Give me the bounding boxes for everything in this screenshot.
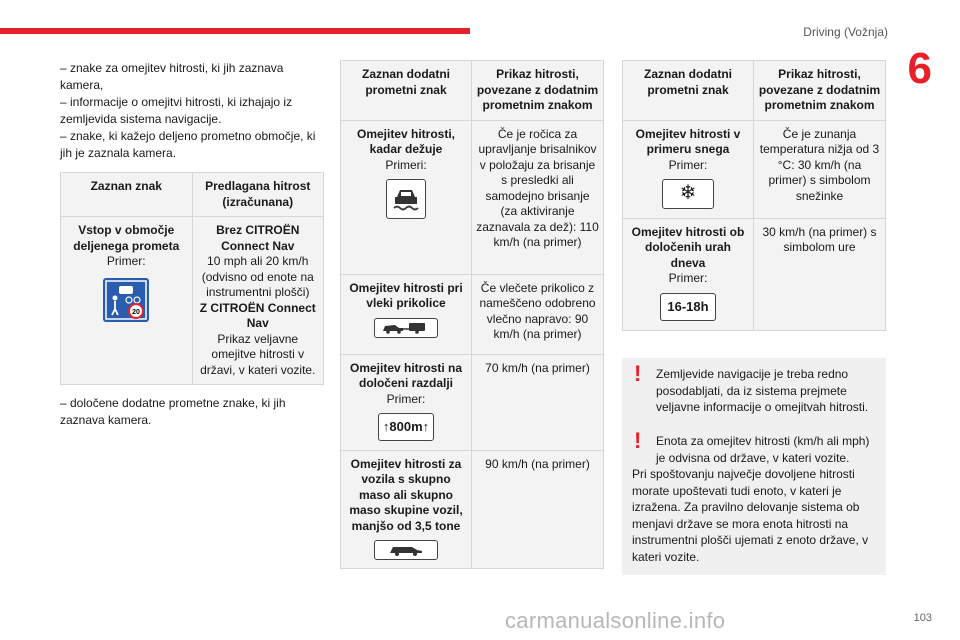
table-row [341,450,603,568]
distance-sign-label: 800m [389,419,423,435]
table-row [341,354,603,450]
table-cell: Če je ročica za upravljanje brisalnikov v položaju za brisanje s presledki ali samodejno brisanje (za aktiviranje zaznavala za dež): 110 km/h (na primer) [476,126,599,249]
sign-name: Omejitev hitrosti v primeru snega [635,126,741,156]
table-cell [623,121,754,218]
warning-note-navigation [622,358,886,426]
table-cell [341,121,472,274]
page-header-title: Driving (Vožnja) [803,25,888,39]
table-header: Predlagana hitrost (izračunana) [192,173,324,216]
condition-text-1: 10 mph ali 20 km/h (odvisno od enote na instrumentni plošči) [201,254,314,299]
table-header: Zaznan dodatni prometni znak [341,61,472,120]
bullet-4: – določene dodatne prometne znake, ki jih zaznava kamera. [60,396,286,427]
example-label: Primer: [386,391,426,406]
condition-text-2: Prikaz veljavne omejitve hitrosti v državi, v kateri vozite. [200,331,316,377]
column-1 [60,60,324,429]
page-number: 103 [913,612,932,624]
example-label: Primer: [668,157,708,172]
table-cell [341,355,472,450]
table-row [623,218,885,330]
table-row [61,216,323,384]
warning-icon: ! [634,361,642,386]
table-row [341,120,603,274]
table-cell [623,219,754,330]
table-cell [61,217,192,384]
rain-car-icon [386,179,426,219]
note-text-rest: Pri spoštovanju največje dovoljene hitrosti morate upoštevati tudi enoto, v kateri je izražena. Za pravilno delovanje sistema ob menjavi države se mora enota hitrosti na instrumentni plošči ujemati z enoto države, v kateri vozite. [632,467,869,564]
snowflake-icon: ❄ [662,179,714,209]
table-header-row [341,61,603,120]
bullet-1: – znake za omejitev hitrosti, ki jih zaznava kamera, [60,61,284,92]
additional-signs-table-2 [622,60,886,331]
table-cell [341,451,472,568]
chapter-number: 6 [907,44,932,93]
car-trailer-icon [374,318,438,338]
table-header-row [61,173,323,216]
sign-name: Omejitev hitrosti za vozila s skupno maso ali skupno maso skupine vozil, manjšo od 3,5 tone [349,456,463,533]
shared-zone-table [60,172,324,385]
watermark: carmanualsonline.info [505,608,726,633]
table-cell: 30 km/h (na primer) s simbolom ure [762,224,877,254]
table-cell [192,217,324,384]
sign-name: Omejitev hitrosti na določeni razdalji [349,360,463,390]
table-header: Zaznan znak [90,179,162,193]
bullet-2: – informacije o omejitvi hitrosti, ki izhajajo iz zemljevida sistema navigacije. [60,95,293,126]
header-accent-bar [0,28,470,34]
distance-sign-icon: ↑ 800m ↑ [378,413,434,441]
sign-name: Omejitev hitrosti pri vleki prikolice [349,280,463,310]
table-cell: 90 km/h (na primer) [485,456,590,471]
table-cell: Če vlečete prikolico z nameščeno odobreno vlečno napravo: 90 km/h (na primer) [479,280,596,341]
table-header-row [623,61,885,120]
table-cell: Če je zunanja temperatura nižja od 3 °C: 30 km/h (na primer) s simbolom snežinke [759,126,880,203]
table-row [341,274,603,354]
condition-bold-2: Z CITROËN Connect Nav [199,300,316,330]
example-label: Primer: [668,271,708,285]
warning-icon: ! [634,428,642,453]
table-header: Zaznan dodatni prometni znak [623,61,754,120]
warning-note-units [622,425,886,575]
bullet-3: – znake, ki kažejo deljeno prometno območje, ki jih je zaznala kamera. [60,129,316,160]
shared-zone-sign-icon [103,278,149,322]
table-cell: 70 km/h (na primer) [485,360,590,375]
sign-name: Omejitev hitrosti, kadar dežuje [356,126,456,156]
condition-bold-1: Brez CITROËN Connect Nav [216,223,300,253]
sign-name: Omejitev hitrosti ob določenih urah dneva [631,224,745,270]
car-weight-icon [374,540,438,560]
time-sign-icon: 16-18h [660,293,716,321]
table-cell [341,275,472,354]
table-row [623,120,885,218]
example-label: Primeri: [385,157,427,172]
sign-name: Vstop v območje deljenega prometa [73,223,180,253]
additional-signs-table-1 [340,60,604,569]
note-text-first: Enota za omejitev hitrosti (km/h ali mph) je odvisna od države, v kateri vozite. [656,434,870,465]
note-text: Zemljevide navigacije je treba redno posodabljati, da iz sistema prejmete veljavne informacije o omejitvah hitrosti. [656,367,869,414]
sign-speed-label: 20 [132,308,141,316]
example-label: Primer: [106,254,146,268]
table-header: Prikaz hitrosti, povezane z dodatnim prometnim znakom [758,67,881,112]
table-header: Prikaz hitrosti, povezane z dodatnim prometnim znakom [476,67,599,112]
